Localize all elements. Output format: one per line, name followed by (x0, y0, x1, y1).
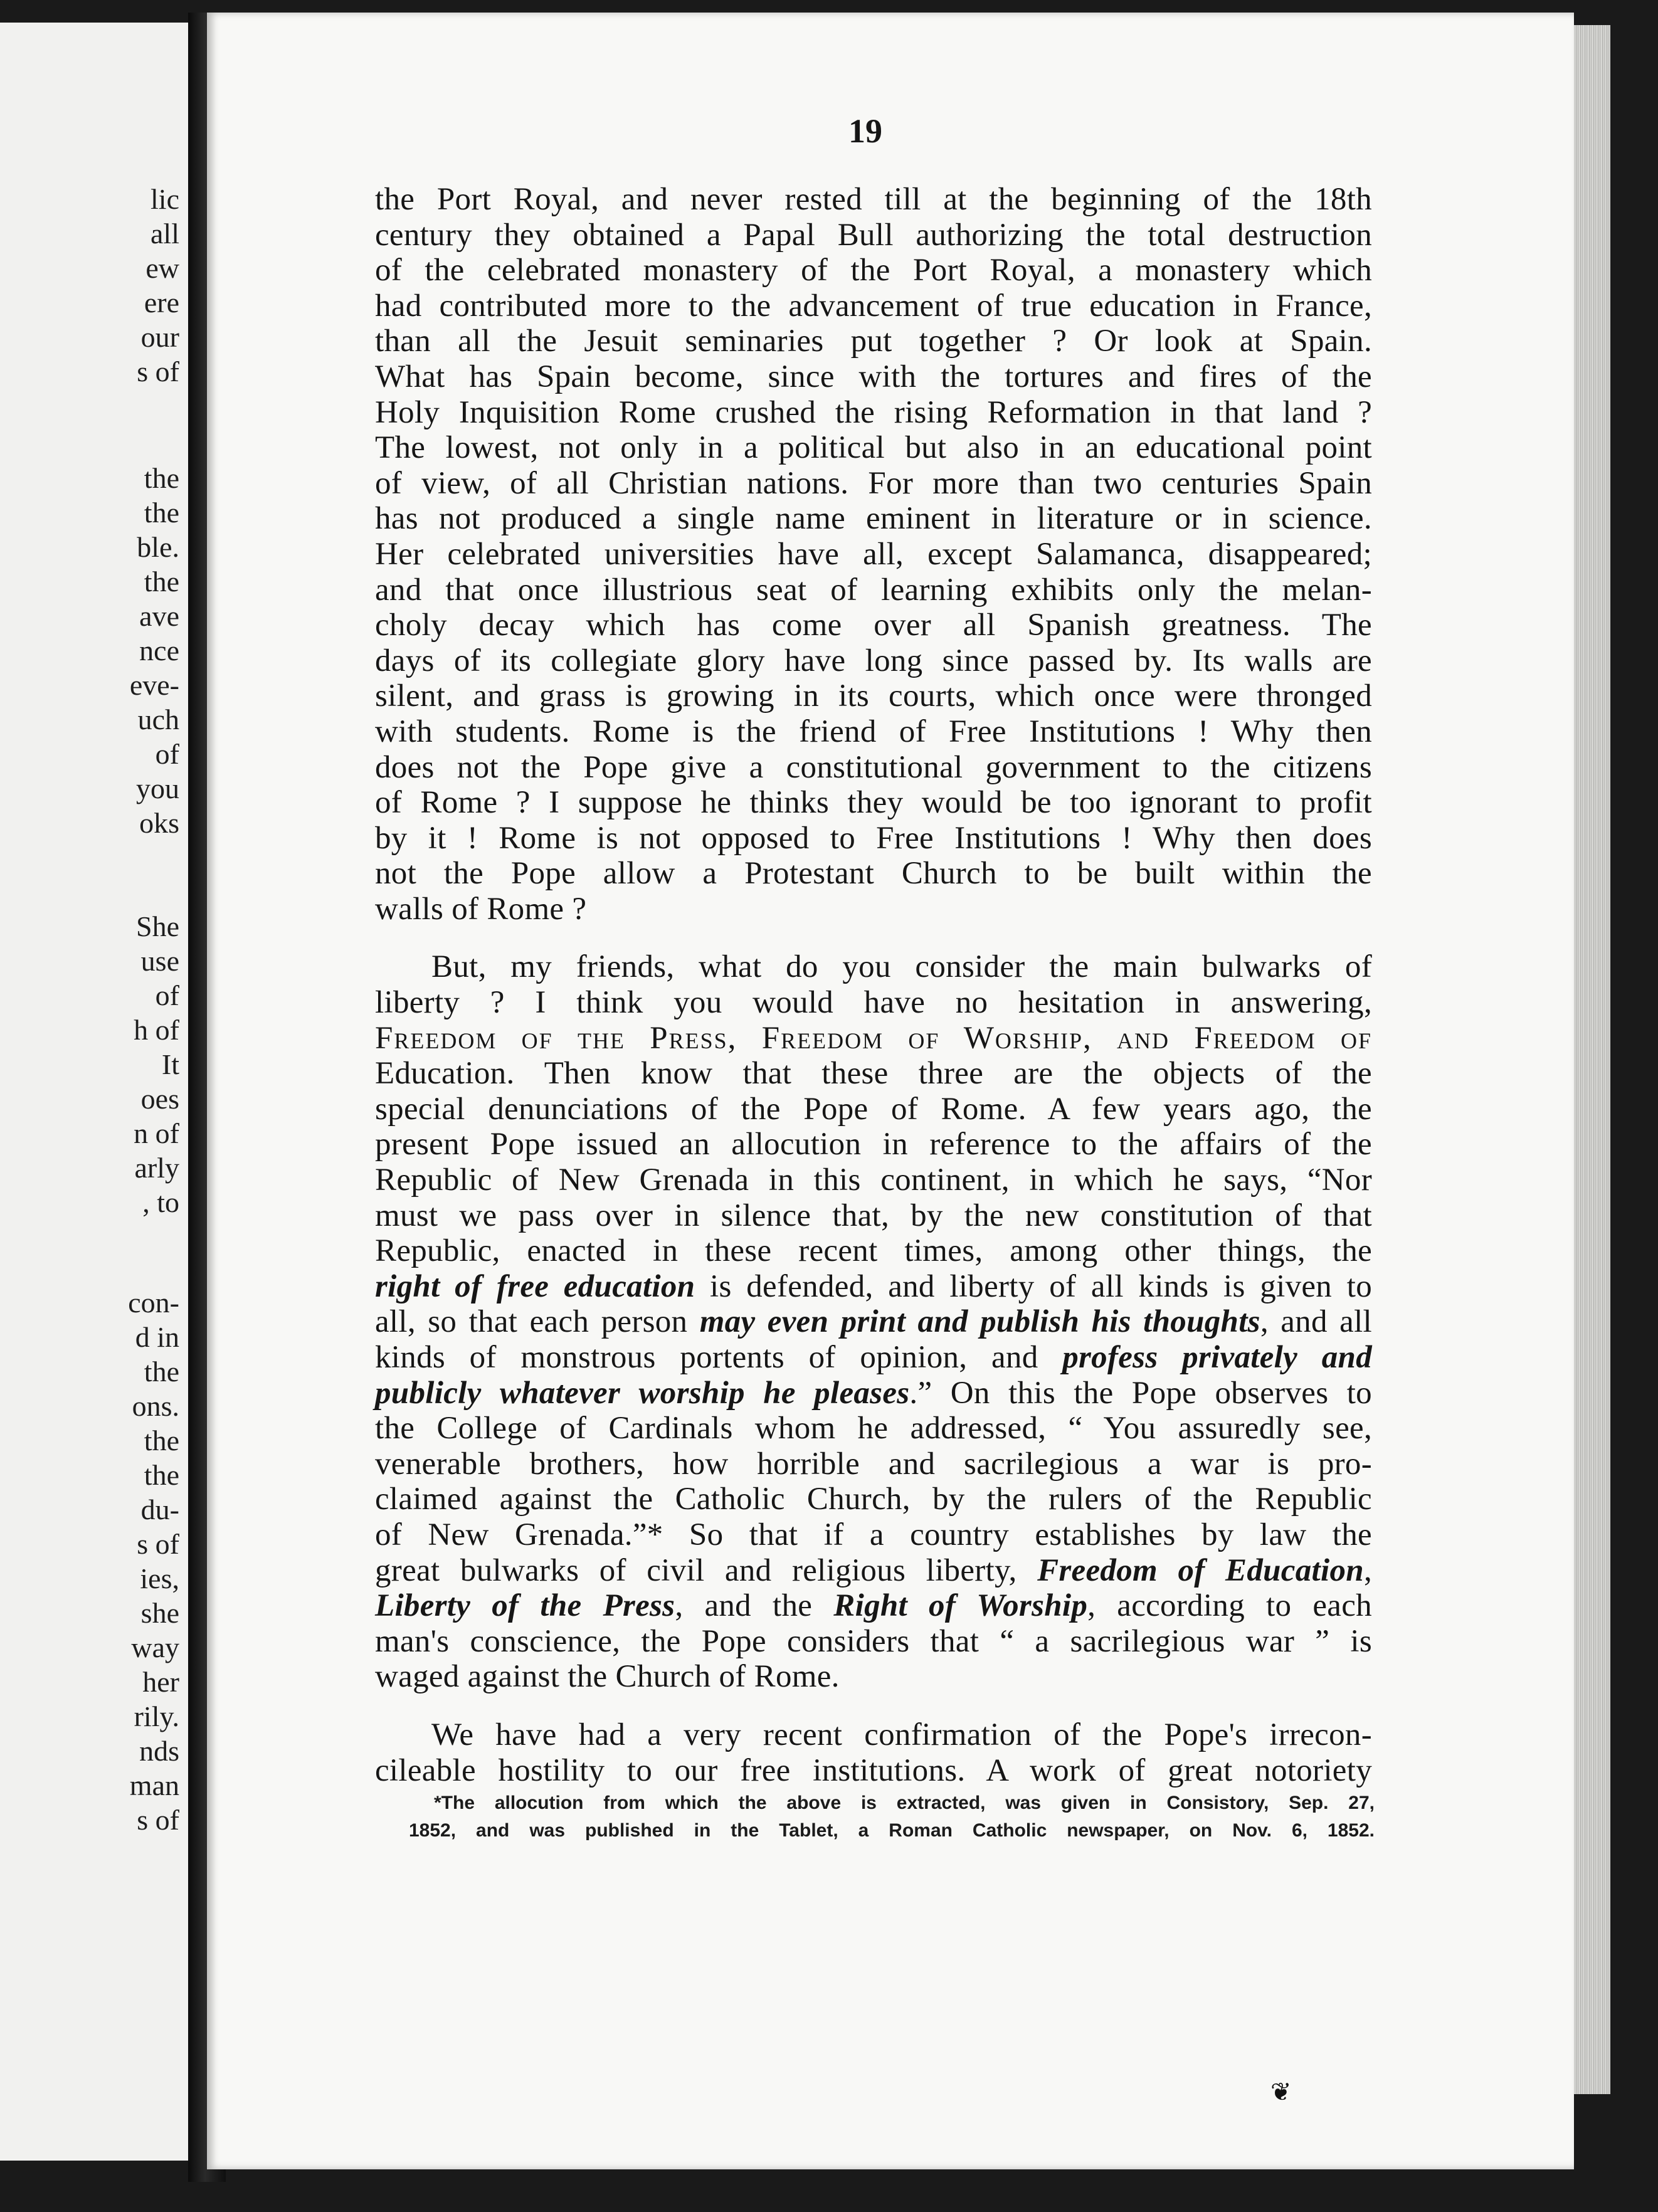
facing-page-fragment: way (131, 1631, 179, 1663)
text-line: than all the Jesuit seminaries put together ? Or look at Spain. (375, 324, 1372, 359)
facing-page-fragment: eve- (129, 669, 179, 701)
facing-page-fragment: our (140, 321, 179, 353)
facing-page-fragment: ave (139, 600, 179, 632)
page-edges (1568, 25, 1610, 2094)
text-line: the Port Royal, and never rested till at the beginning of the 18th (375, 182, 1372, 217)
text-line: has not produced a single name eminent in literature or in science. (375, 501, 1372, 537)
facing-page-fragment: arly (134, 1152, 179, 1184)
text-line: But, my friends, what do you consider the main bulwarks of (431, 949, 1372, 985)
text-line: special denunciations of the Pope of Rome. A few years ago, the (375, 1091, 1372, 1127)
ink-mark-icon: ❦ (1270, 2078, 1292, 2106)
italic-phrase: publicly whatever worship he pleases (375, 1375, 910, 1411)
facing-page-fragment: all (150, 218, 179, 250)
facing-page-fragment: she (140, 1597, 179, 1629)
italic-phrase: profess privately and (1062, 1340, 1372, 1375)
footnote (409, 1789, 1375, 1845)
text-line: great bulwarks of civil and religious liberty, Freedom of Education, (375, 1552, 1372, 1588)
page-number: 19 (848, 112, 882, 150)
facing-page-fragment: man (129, 1769, 179, 1801)
facing-page-fragment: lic (150, 183, 179, 215)
facing-page-fragment: nds (139, 1735, 179, 1767)
text-line: We have had a very recent confirmation of the Pope's irrecon- (431, 1717, 1372, 1752)
text-line: century they obtained a Papal Bull authorizing the total destruction (375, 217, 1372, 253)
facing-page-fragment: h of (134, 1014, 179, 1046)
text-line: man's conscience, the Pope considers that “ a sacrilegious war ” is (375, 1623, 1372, 1659)
text-line: cileable hostility to our free institutions. A work of great notoriety (375, 1752, 1372, 1788)
facing-page-fragment: s of (137, 1804, 179, 1836)
text-line: publicly whatever worship he pleases.” On this the Pope observes to (375, 1375, 1372, 1411)
text-line: must we pass over in silence that, by the new constitution of that (375, 1198, 1372, 1233)
text-line: present Pope issued an allocution in reference to the affairs of the (375, 1127, 1372, 1162)
facing-page-fragment: you (136, 772, 179, 804)
italic-phrase: Right of Worship (833, 1588, 1088, 1624)
text-line: walls of Rome ? (375, 891, 587, 927)
text-line: all, so that each person may even print and publish his thoughts, and all (375, 1304, 1373, 1340)
text-line: Liberty of the Press, and the Right of Worship, according to each (375, 1588, 1372, 1624)
facing-page (0, 23, 188, 2161)
text-line: by it ! Rome is not opposed to Free Institutions ! Why then does (375, 820, 1372, 856)
facing-page-fragment: of (155, 738, 179, 770)
facing-page-fragment: the (144, 1425, 179, 1456)
facing-page-fragment: con- (128, 1287, 179, 1319)
facing-page-fragment: ew (145, 252, 179, 284)
facing-page-fragment: nce (139, 635, 179, 666)
text-line: and that once illustrious seat of learning exhibits only the melan- (375, 572, 1372, 608)
facing-page-fragment: the (144, 1356, 179, 1388)
text-line: The lowest, not only in a political but also in an educational point (375, 430, 1372, 466)
facing-page-fragment: She (136, 910, 179, 942)
facing-page-fragment: ble. (137, 531, 179, 563)
text-line: of New Grenada.”* So that if a country establishes by law the (375, 1517, 1372, 1552)
facing-page-fragment: n of (134, 1117, 179, 1149)
facing-page-fragment: It (161, 1048, 179, 1080)
text-line: liberty ? I think you would have no hesitation in answering, (375, 985, 1372, 1021)
body-text (375, 182, 1372, 1788)
text-line: right of free education is defended, and liberty of all kinds is given to (375, 1268, 1372, 1304)
facing-page-fragment: the (144, 462, 179, 494)
italic-phrase: Liberty of the Press (375, 1588, 675, 1624)
text-line: of the celebrated monastery of the Port Royal, a monastery which (375, 253, 1372, 288)
text-line: claimed against the Catholic Church, by the rulers of the Republic (375, 1482, 1372, 1517)
text-line: not the Pope allow a Protestant Church to be built within the (375, 856, 1372, 892)
text-line: does not the Pope give a constitutional government to the citizens (375, 749, 1372, 785)
facing-page-fragment: the (144, 566, 179, 598)
facing-page-fragment: her (142, 1666, 179, 1698)
text-line: Republic of New Grenada in this continent, in which he says, “Nor (375, 1162, 1372, 1198)
text-line: days of its collegiate glory have long since passed by. Its walls are (375, 643, 1372, 678)
text-line: Holy Inquisition Rome crushed the rising Reformation in that land ? (375, 394, 1372, 430)
facing-page-fragment: ons. (132, 1390, 179, 1422)
facing-page-fragment: of (155, 979, 179, 1011)
facing-page-fragment: the (144, 1459, 179, 1491)
text-line: choly decay which has come over all Spanish greatness. The (375, 608, 1372, 643)
facing-page-fragment: uch (137, 703, 179, 735)
text-line: kinds of monstrous portents of opinion, and profess privately and (375, 1340, 1372, 1375)
facing-page-fragment: ere (144, 287, 179, 319)
text-line: venerable brothers, how horrible and sacrilegious a war is pro- (375, 1446, 1372, 1482)
text-line: of view, of all Christian nations. For more than two centuries Spain (375, 465, 1372, 501)
facing-page-fragment: the (144, 497, 179, 529)
facing-page-fragment: ies, (140, 1562, 179, 1594)
text-line: waged against the Church of Rome. (375, 1659, 840, 1695)
text-line: of Rome ? I suppose he thinks they would be too ignorant to profit (375, 785, 1372, 821)
footnote-line: 1852, and was published in the Tablet, a Roman Catholic newspaper, on Nov. 6, 1852. (409, 1820, 1375, 1841)
text-line: silent, and grass is growing in its courts, which once were thronged (375, 678, 1372, 714)
facing-page-fragment: s of (137, 356, 179, 387)
facing-page-fragment: rily. (134, 1700, 179, 1732)
text-line: Her celebrated universities have all, except Salamanca, disappeared; (375, 536, 1372, 572)
facing-page-fragment: oes (140, 1083, 179, 1115)
facing-page-fragment: s of (137, 1528, 179, 1560)
text-line: What has Spain become, since with the tortures and fires of the (375, 359, 1372, 394)
facing-page-fragment: oks (139, 807, 179, 839)
italic-phrase: may even print and publish his thoughts (699, 1304, 1260, 1340)
italic-phrase: Freedom of Education (1037, 1552, 1364, 1588)
footnote-line: *The allocution from which the above is extracted, was given in Consistory, Sep. 27, (434, 1793, 1375, 1813)
italic-phrase: right of free education (375, 1268, 695, 1304)
facing-page-fragment: du- (140, 1493, 179, 1525)
text-line: had contributed more to the advancement of true education in France, (375, 288, 1372, 324)
text-line: Education. Then know that these three are the objects of the (375, 1056, 1372, 1092)
text-line: the College of Cardinals whom he addressed, “ You assuredly see, (375, 1411, 1372, 1446)
facing-page-fragment: use (140, 945, 179, 977)
text-line: Republic, enacted in these recent times, among other things, the (375, 1233, 1372, 1269)
facing-page-fragment: d in (135, 1321, 179, 1353)
text-line: with students. Rome is the friend of Free Institutions ! Why then (375, 714, 1372, 749)
text-line: Freedom of the Press, Freedom of Worship, and Freedom of (375, 1020, 1372, 1056)
facing-page-fragment: , to (142, 1186, 179, 1218)
